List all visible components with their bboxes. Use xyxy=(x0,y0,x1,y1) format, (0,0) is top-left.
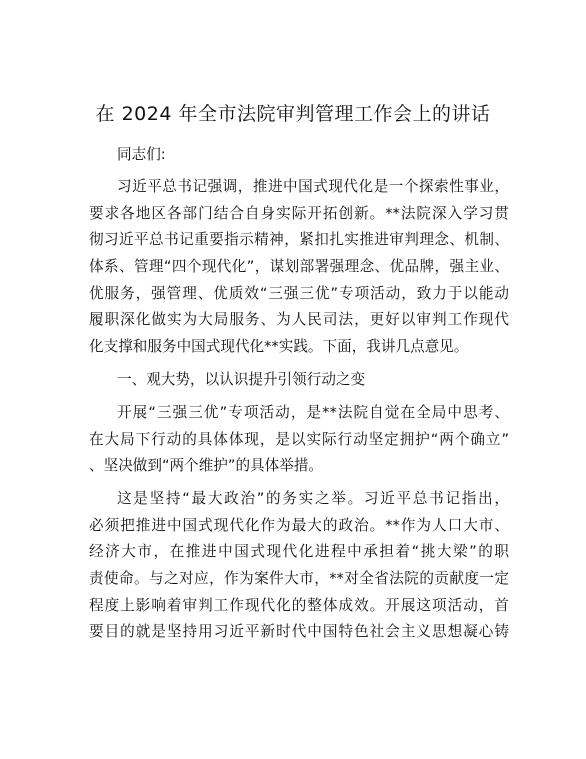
paragraph-line: 开展“三强三优”专项活动，是**法院自觉在全局中思考、 xyxy=(117,404,509,421)
paragraph-line: 程度上影响着审判工作现代化的整体成效。开展这项活动，首 xyxy=(89,597,509,614)
paragraph-line: 责使命。与之对应，作为案件大市，**对全省法院的贡献度一定 xyxy=(89,570,509,587)
paragraph-line: 优服务，强管理、优质效“三强三优”专项活动，致力于以能动 xyxy=(89,285,509,302)
paragraph-line: 在大局下行动的具体体现，是以实际行动坚定拥护“两个确立” xyxy=(89,431,509,448)
paragraph-line: 要求各地区各部门结合自身实际开拓创新。**法院深入学习贯 xyxy=(89,205,509,222)
paragraph-line: 必须把推进中国式现代化作为最大的政治。**作为人口大市、 xyxy=(89,517,509,534)
paragraph-line: 履职深化做实为大局服务、为人民司法，更好以审判工作现代 xyxy=(89,311,509,328)
salutation: 同志们: xyxy=(117,146,166,163)
paragraph-line: 体系、管理“四个现代化”，谋划部署强理念、优品牌，强主业、 xyxy=(89,258,509,275)
paragraph-line: 、坚决做到“两个维护”的具体举措。 xyxy=(89,457,324,474)
paragraph-line: 这是坚持“最大政治”的务实之举。习近平总书记指出， xyxy=(117,490,509,507)
paragraph-line: 要目的就是坚持用习近平新时代中国特色社会主义思想凝心铸 xyxy=(89,623,509,640)
document-title: 在 2024 年全市法院审判管理工作会上的讲话 xyxy=(95,103,491,125)
paragraph-line: 习近平总书记强调，推进中国式现代化是一个探索性事业， xyxy=(117,178,509,195)
paragraph-line: 化支撑和服务中国式现代化**实践。下面，我讲几点意见。 xyxy=(89,338,469,355)
paragraph-line: 经济大市，在推进中国式现代化进程中承担着“挑大梁”的职 xyxy=(89,543,509,560)
section-heading: 一、观大势，以认识提升引领行动之变 xyxy=(117,371,366,388)
paragraph-line: 彻习近平总书记重要指示精神，紧扣扎实推进审判理念、机制、 xyxy=(89,231,509,248)
